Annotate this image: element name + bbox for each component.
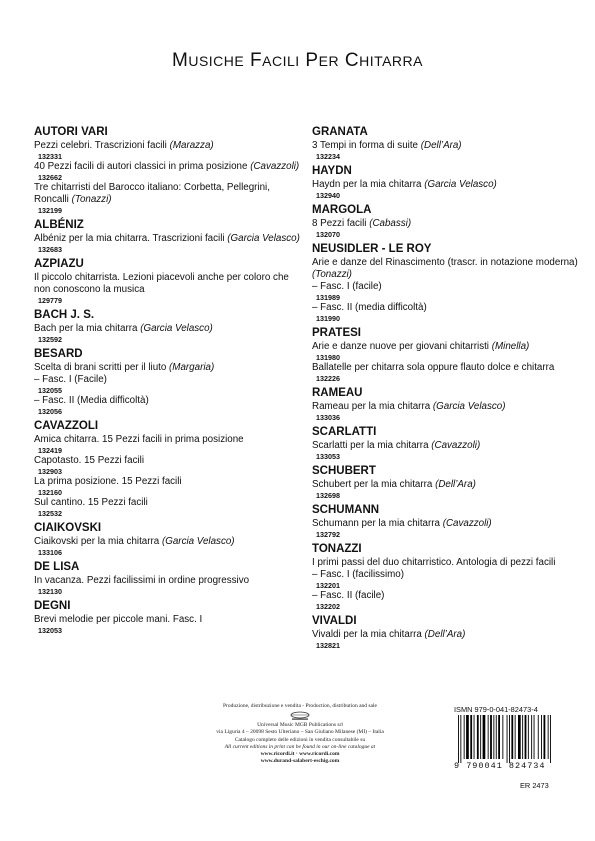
arranger: (Cavazzoli) [250,161,300,172]
catalogue-code: 132592 [38,335,62,344]
composer-entry [312,326,584,383]
composer-entry [312,542,584,611]
work-text: Vivaldi per la mia chitarra [312,629,422,640]
barcode-bar [548,715,549,759]
work-title [312,140,584,152]
composer-name: GRANATA [312,126,368,138]
footer-publisher-name: Universal Music MGB Publications srl [257,722,343,729]
arranger: (Garcia Velasco) [161,536,235,547]
footer-catalogue-en: All current editions in print can be found in our on-line catalogue at [224,743,376,750]
barcode-bar [528,715,529,759]
barcode-bar [531,715,532,759]
work-title [34,323,306,335]
catalogue-code: 131990 [316,314,340,323]
publisher-footer [190,703,410,765]
barcode-digits: 9 790041 824734 [454,761,546,771]
work-text: Brevi melodie per piccole mani. Fasc. I [34,614,203,625]
composer-name: NEUSIDLER - LE ROY [312,243,432,255]
catalogue-code: 132201 [316,581,340,590]
arranger: (Garcia Velasco) [140,323,213,334]
work-title [312,341,584,353]
work-text: Arie e danze del Rinascimento (trascr. in notazione moderna) [312,257,578,268]
edition-number: ER 2473 [520,781,549,790]
work-text: Haydn per la mia chitarra [312,179,422,190]
barcode-bar [534,715,535,759]
work-title [312,518,584,530]
catalogue-code: 132792 [316,530,340,539]
work-title [312,440,584,452]
barcode-bar [470,715,472,759]
composer-name: RAMEAU [312,387,363,399]
barcode-bar [544,715,546,759]
arranger: (Cavazzoli) [431,440,481,451]
composer-name: ALBÉNIZ [34,219,84,231]
work-text: Amica chitarra. 15 Pezzi facili in prima posizione [34,434,244,445]
catalogue-code: 132419 [38,446,62,455]
work-text: Sul cantino. 15 Pezzi facili [34,497,148,508]
barcode-bar [493,715,494,759]
work-title [34,395,306,407]
work-text: – Fasc. II (media difficoltà) [312,302,427,313]
work-text: Ciaikovski per la mia chitarra [34,536,160,547]
ismn-number: ISMN 979-0-041-82473-4 [454,705,538,714]
work-title [34,233,306,245]
composer-entry [34,347,306,416]
work-title [312,557,584,569]
work-text: Scelta di brani scritti per il liuto [34,362,167,373]
work-text: Tre chitarristi del Barocco italiano: Corbetta, Pellegrini, Roncalli [34,182,270,205]
right-column [312,122,584,652]
arranger: (Tonazzi) [71,194,112,205]
work-title [34,182,306,206]
barcode-bar [509,715,510,763]
work-text: Bach per la mia chitarra [34,323,138,334]
catalogue-code: 132683 [38,245,62,254]
barcode-bar [480,715,481,759]
barcode-bar [518,715,521,759]
work-title [312,362,584,374]
composer-name: PRATESI [312,327,361,339]
composer-entry [34,125,306,215]
composer-entry [312,464,584,500]
arranger: (Cavazzoli) [442,518,492,529]
footer-address: via Liguria 4 – 20098 Sesto Ulteriano – San Giuliano Milanese (MI) – Italia [216,729,384,736]
work-title [312,257,584,281]
composer-entry [34,560,306,596]
work-title [312,179,584,191]
page-title: MUSICHE FACILI PER CHITARRA [172,50,423,71]
catalogue-code: 132940 [316,191,340,200]
composer-name: AZPIAZU [34,258,84,270]
work-text: La prima posizione. 15 Pezzi facili [34,476,182,487]
catalogue-code: 132662 [38,173,62,182]
composer-entry [312,503,584,539]
composer-entry [312,125,584,161]
catalogue-code: 132821 [316,641,340,650]
work-text: 3 Tempi in forma di suite [312,140,419,151]
work-text: Schumann per la mia chitarra [312,518,440,529]
barcode-bar [507,715,508,763]
catalogue-code: 132199 [38,206,62,215]
barcode-bar [483,715,486,759]
work-text: I primi passi del duo chitarristico. Antologia di pezzi facili [312,557,556,568]
composer-entry [312,164,584,200]
work-title [312,590,584,602]
work-title [312,629,584,641]
work-title [312,479,584,491]
catalogue-code: 132130 [38,587,62,596]
arranger: (Dell’Ara) [424,629,466,640]
arranger: (Garcia Velasco) [424,179,497,190]
composer-name: HAYDN [312,165,352,177]
composer-entry [34,419,306,518]
footer-website-ricordi[interactable]: www.ricordi.it · www.ricordi.com [260,751,340,758]
work-text: 40 Pezzi facili di autori classici in prima posizione [34,161,248,172]
work-text: Albéniz per la mia chitarra. Trascrizioni facili [34,233,225,244]
composer-entry [34,599,306,635]
barcode-bar [498,715,500,759]
composer-entry [34,218,306,254]
work-text: Rameau per la mia chitarra [312,401,431,412]
work-title [34,476,306,488]
catalogue-code: 133053 [316,452,340,461]
composer-name: DE LISA [34,561,80,573]
work-text: Arie e danze nuove per giovani chitarristi [312,341,489,352]
work-title [312,569,584,581]
work-title [34,614,306,626]
catalogue-code: 132234 [316,152,340,161]
catalogue-code: 132056 [38,407,62,416]
work-title [34,272,306,296]
barcode-bar [525,715,527,759]
arranger: (Garcia Velasco) [227,233,300,244]
work-text: – Fasc. I (Facile) [34,374,107,385]
work-text: 8 Pezzi facili [312,218,367,229]
composer-name: MARGOLA [312,204,372,216]
work-text: In vacanza. Pezzi facilissimi in ordine progressivo [34,575,250,586]
work-title [312,302,584,314]
composer-entry [312,386,584,422]
work-text: Pezzi celebri. Trascrizioni facili [34,140,167,151]
work-text: Capotasto. 15 Pezzi facili [34,455,144,466]
composer-name: BESARD [34,348,83,360]
arranger: (Tonazzi) [312,269,352,280]
barcode-bar [550,715,551,763]
catalogue-code: 131980 [316,353,340,362]
composer-name: CAVAZZOLI [34,420,99,432]
barcode-bar [522,715,523,759]
catalogue-code: 132055 [38,386,62,395]
barcode-bar [541,715,542,759]
work-title [34,455,306,467]
catalogue-code: 129779 [38,296,62,305]
work-title [34,497,306,509]
work-title [34,161,306,173]
catalogue-code: 132331 [38,152,62,161]
arranger: (Marazza) [169,140,214,151]
composer-entry [34,308,306,344]
arranger: (Garcia Velasco) [432,401,506,412]
work-text: – Fasc. II (facile) [312,590,385,601]
work-text: – Fasc. I (facilissimo) [312,569,404,580]
arranger: (Dell’Ara) [435,479,476,490]
footer-production-line: Produzione, distribuzione e vendita - Production, distribution and sale [223,703,377,709]
catalogue-code: 132698 [316,491,340,500]
arranger: (Dell’Ara) [420,140,462,151]
barcode-bar [460,715,461,763]
work-title [312,401,584,413]
composer-name: BACH J. S. [34,309,95,321]
work-title [312,218,584,230]
work-text: Ballatelle per chitarra sola oppure flauto dolce e chitarra [312,362,555,373]
composer-name: DEGNI [34,600,71,612]
composer-name: AUTORI VARI [34,126,108,138]
footer-catalogue-it: Catalogo completo delle edizioni in vendita consultabile su [234,736,366,743]
arranger: (Cabassi) [369,218,412,229]
composer-name: SCARLATTI [312,426,377,438]
composer-entry [34,521,306,557]
catalogue-code: 132202 [316,602,340,611]
composer-entry [312,425,584,461]
barcode-image [454,715,566,763]
arranger: (Margaria) [169,362,215,373]
barcode-bar [458,715,459,763]
composer-name: TONAZZI [312,543,362,555]
work-text: Il piccolo chitarrista. Lezioni piacevoli anche per coloro che non conoscono la musica [34,272,289,295]
work-title [34,374,306,386]
footer-website-dse[interactable]: www.durand-salabert-eschig.com [260,758,340,765]
catalogue-code: 132532 [38,509,62,518]
barcode-bar [466,715,469,759]
work-text: Schubert per la mia chitarra [312,479,433,490]
catalogue-code: 133036 [316,413,340,422]
barcode-bar [502,715,503,759]
catalogue-code: 132070 [316,230,340,239]
composer-name: VIVALDI [312,615,357,627]
work-title [34,536,306,548]
catalogue-code: 132226 [316,374,340,383]
work-title [34,362,306,374]
barcode-bar [488,715,489,759]
composer-entry [312,614,584,650]
work-title [34,434,306,446]
work-text: Scarlatti per la mia chitarra [312,440,429,451]
catalogue-code: 131989 [316,293,340,302]
catalogue-code: 132903 [38,467,62,476]
left-column [34,122,306,637]
barcode-bar [511,715,513,759]
catalogue-code: 133106 [38,548,62,557]
barcode-bar [477,715,479,759]
catalogue-code: 132053 [38,626,62,635]
barcode-bar [515,715,516,759]
work-title [312,281,584,293]
work-title [34,140,306,152]
arranger: (Minella) [491,341,530,352]
barcode-bar [538,715,539,759]
barcode-bar [496,715,497,759]
work-title [34,575,306,587]
work-text: – Fasc. II (Media difficoltà) [34,395,149,406]
composer-entry [312,242,584,323]
work-text: – Fasc. I (facile) [312,281,382,292]
barcode-bar [464,715,465,759]
barcode-bar [490,715,492,759]
composer-name: SCHUMANN [312,504,380,516]
composer-entry [34,257,306,305]
composer-name: CIAIKOVSKI [34,522,102,534]
composer-name: SCHUBERT [312,465,376,477]
barcode-bar [474,715,475,759]
publisher-logo [286,711,314,721]
catalogue-code: 132160 [38,488,62,497]
composer-entry [312,203,584,239]
